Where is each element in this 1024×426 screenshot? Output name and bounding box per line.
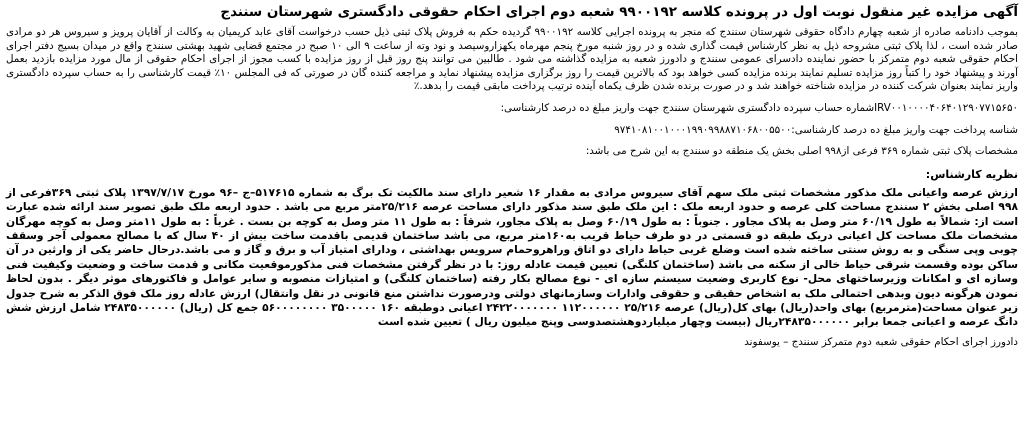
- expert-heading: نظریه کارشناس:: [925, 167, 1018, 181]
- notice-intro: بموجب دادنامه صادره از شعبه چهارم دادگاه حقوقی شهرستان سنندج که منجر به پرونده اجرایی کلاسه ۹۹۰۰۱۹۲ گردیده حکم به فروش پلاک ثبتی ذیل حسب درخواست آقای عابد کریمیان به وکالت از آقایان پرویز و سیروس هر دو مرادی صادر شده است ، لذا پلاک ثبتی مشروحه ذیل به نظر کارشناس قیمت گذاری شده و در روز شنبه مورخ پنجم مهرماه یکهزاروسیصد و نود وته از ساعت ۹ الی ۱۰ صبح در مجتمع قضایی شهید بهشتی سنندج واقع در میدان بسیج دفتر اجرای احکام حقوقی شعبه دوم متمرکز با حضور نماینده دادسرای عمومی سنندج و دادورز شعبه به مزایده گذاشته می شود . طالبین می توانند پنج روز قبل از روز مزایده با کسب مجوز از اجرای احکام حقوقی از مال مورد مزایده بازدید بعمل آورند و پیشنهاد خود را کتباً روز مزایده تسلیم نمایند برنده مزایده کسی خواهد بود که بالاترین قیمت را روز برگزاری مزایده پیشنهاد نماید و مراجعه کننده گان در صورتی که فی المجلس ۱۰٪ قیمت کارشناسی را به حساب سپرده دادگستری واریز نمایند بعنوان شرکت کننده در مزایده شناخته خواهند شد و در صورت برنده شدن ظرف یکماه آینده ترتیب پرداخت مابقی قیمت را بدهد.٪: [6, 26, 1019, 93]
- payment-id-line: شناسه پرداخت جهت واریز مبلغ ده درصد کارشناسی:۹۷۴۱۰۸۱۰۰۱۰۰۰۱۹۹۰۹۹۸۸۷۱۰۶۸۰۰۵۵۰۰: [614, 123, 1018, 136]
- notice-title: آگهی مزایده غیر منقول نوبت اول در پرونده کلاسه ۹۹۰۰۱۹۲ شعبه دوم اجرای احکام حقوقی دادگستری شهرستان سنندج: [220, 4, 1018, 20]
- property-spec-line: مشخصات پلاک ثبتی شماره ۳۶۹ فرعی از۹۹۸ اصلی بخش یک منطقه دو سنندج به این شرح می باشد:: [585, 145, 1018, 158]
- expert-opinion: ارزش عرصه واعیانی ملک مذکور مشخصات ثبتی ملک سهم آقای سیروس مرادی به مقدار ۱۶ شعیر دارای سند مالکیت تک برگ به شماره ۵۱۷۶۱۵–ج –۹۶ مورخ ۱۳۹۷/۷/۱۷ پلاک ثبتی ۳۶۹فرعی از ۹۹۸ اصلی بخش ۲ سنندج مساحت کلی عرصه و حدود اربعه ملک : این ملک طبق سند مذکور دارای مساحت عرصه ۲۵/۲۱۶متر مربع می باشد . حدود اربعه ملک طبق تصویر سند ارائه شده عبارت است از: شمالاً به طول ۶۰/۱۹ متر وصل به پلاک مجاور . جنوباً : به طول ۶۰/۱۹ وصل به پلاک مجاور، شرقاً : به طول ۱۱ متر وصل به کوچه بن بست . غرباً : به طول ۱۱متر وصل به کوچه مهرگان مشخصات ملک مساحت کل اعیانی دریک طبقه دو قسمتی در دو طرف حیاط قریب به۱۶۰متر مربع، می باشد ساختمان قدیمی باقدمت ساخت بیش از ۴۰ سال که با مصالح معمولی آجر وسقف چوبی وپی سنگی و به روش سنتی ساخته شده است وضلع غربی حیاط دارای دو اتاق وراهروحمام سرویس بهداشتی ، ودارای امتیاز آب و برق و گاز و می باشد.درحال حاضر یکی از وارثین در آن ساکن بوده وقسمت شرقی حیاط خالی از سکنه می باشد (ساختمان کلنگی) تعیین قیمت عادله روز: با در نظر گرفتن مشخصات فنی مذکورموقعیت مکانی و قدمت ساخت و وضعیت وکیفیت فنی وسازه ای و امکانات وزیرساختهای محل- نوع کاربری وضعیت سیستم سازه ای - نوع مصالح بکار رفته (ساختمان کلنگی) و امتیازات منصوبه و سایر عوامل و فاکتورهای موثر دیگر . بدون لحاظ نمودن هرگونه دیون وبدهی احتمالی ملک به اشخاص حقیقی و حقوقی وادارات وسازمانهای دولتی ودرصورت نداشتن منع قانونی در نقل وانتقال) ارزش عادله روز ملک فوق الذکر به شرح جدول زیر عنوان مساحت(مترمربع) بهای واحد(ریال) بهای کل(ریال) عرصه ۲۵/۲۱۶ ۱۱۲۰۰۰۰۰۰ ۲۴۲۲۰۰۰۰۰۰۰ اعیانی دوطبقه ۱۶۰ ۳۵۰۰۰۰۰ ۵۶۰۰۰۰۰۰۰۰ جمع کل (ریال) ۲۴۸۳۵۰۰۰۰۰۰ شامل ارزش شش دانگ عرصه و اعیانی جمعا برابر ۲۴۸۳۵۰۰۰۰۰۰ریال (بیست وچهار میلیاردوهشتصدوسی وپنج میلیون ریال ) تعیین شده است: [6, 185, 1019, 329]
- signature-line: دادورز اجرای احکام حقوقی شعبه دوم متمرکز سنندج – یوسفوند: [744, 335, 1018, 348]
- account-line: IRV۰۰۱۰۰۰۰۴۰۶۴۰۱۲۹۰۷۷۱۵۶۵۰شماره حساب سپرده دادگستری شهرستان سنندج جهت واریز مبلغ ده درصد کارشناسی:: [500, 101, 1018, 114]
- auction-notice: [6, 3, 1018, 423]
